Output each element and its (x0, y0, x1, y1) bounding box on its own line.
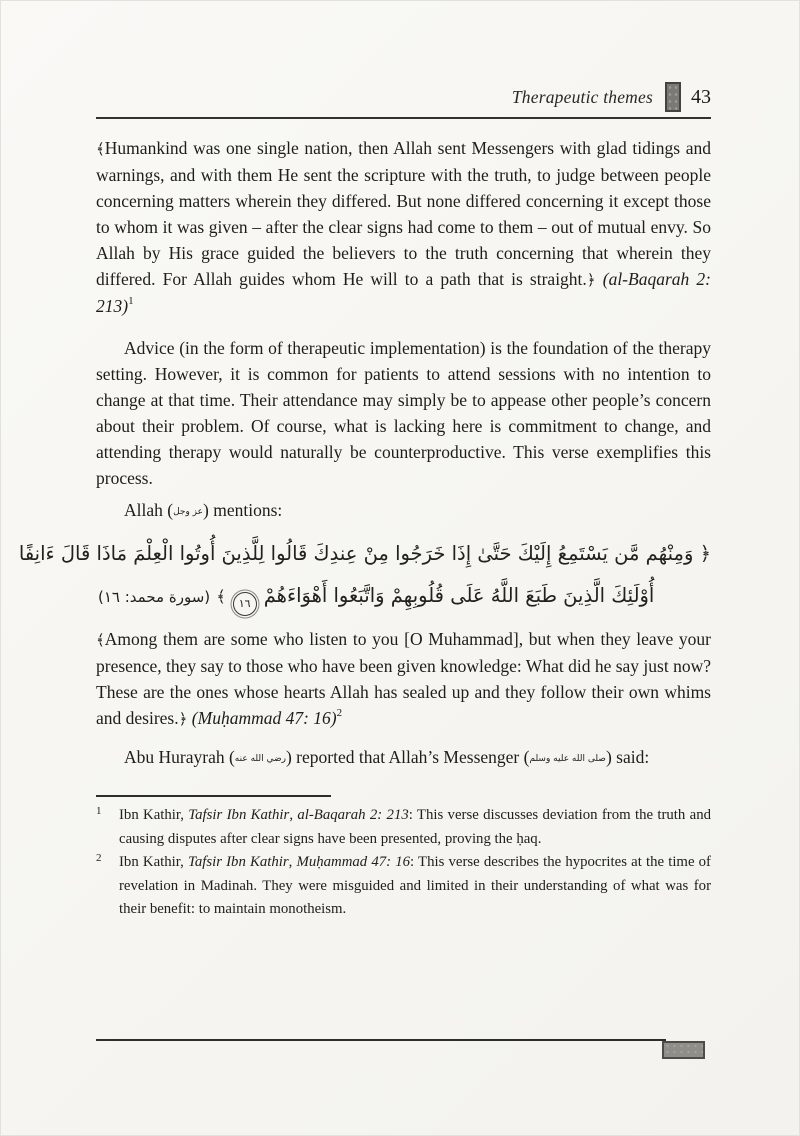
ayah-number-medallion-icon (233, 592, 257, 616)
quote-text: Among them are some who listen to you [O Muhammad], but when they leave your presence, they say to those who have been given knowledge: What did he say just now? These are the ones whose hearts Allah has sealed up and they follow their own whims and desires. (96, 629, 711, 728)
footnote-verse-ref: al-Baqarah 2: 213 (297, 807, 409, 823)
hadith-intro-part1: Abu Hurayrah ( (124, 747, 235, 767)
hadith-intro-part3: ) said: (605, 747, 650, 767)
page-number: 43 (691, 85, 711, 108)
quote-close-ornament-icon: ﴿ (586, 271, 596, 289)
footnote-text (119, 804, 711, 851)
page-header (96, 81, 711, 113)
quote-open-ornament-icon: ﴾ (96, 140, 105, 158)
arabic-verse-block (18, 533, 711, 618)
arabic-verse-line-2-text: أُوْلَئِكَ الَّذِينَ طَبَعَ اللَّهُ عَلَى قُلُوبِهِمْ وَاتَّبَعُوا أَهْوَاءَهُمْ (263, 584, 655, 607)
quote-open-ornament-icon: ﴾ (96, 631, 105, 649)
footnote-reference-1: 1 (128, 295, 134, 308)
quran-quote-baqarah (96, 135, 711, 319)
header-rule (96, 117, 711, 119)
footnote-commentary: : This verse describes the hypocrites at the time of revelation in Madinah. They were misguided and limited in their understanding of what was for their benefit: to maintain monotheism. (119, 854, 711, 917)
footnote-1 (96, 804, 711, 851)
footer-rule (96, 1039, 666, 1041)
verse-close-ornament-icon: ﴾ (216, 587, 226, 606)
running-head-title: Therapeutic themes (511, 86, 653, 107)
ayah-number: ١٦ (238, 597, 251, 610)
footer-ornament-box (662, 1041, 705, 1059)
footnote-author: Ibn Kathir, (119, 807, 189, 823)
footnote-separator: , (288, 854, 297, 870)
allah-mentions-line (96, 497, 711, 527)
footnote-separator-rule (96, 795, 331, 797)
footnote-2 (96, 851, 711, 922)
header-ornament-box (665, 82, 681, 112)
mentions-prefix: Allah ( (124, 500, 174, 520)
quran-quote-muhammad-translation (96, 626, 711, 732)
hadith-intro-line (96, 744, 711, 774)
footnote-number: 2 (96, 852, 102, 864)
footnote-separator: , (289, 807, 298, 823)
footnote-work-title: Tafsir Ibn Kathir (187, 854, 289, 870)
hadith-intro-part2: ) reported that Allah’s Messenger ( (285, 747, 530, 767)
quote-text: Humankind was one single nation, then Allah sent Messengers with glad tidings and warnings, and with them He sent the scripture with the truth, to judge between people concerning matters wherein they differed. But none differed concerning it except those to whom it was given – after the clear signs had come to them – out of mutual envy. So Allah by His grace guided the believers to the truth concerning that wherein they differed. For Allah guides whom He will to a path that is straight. (96, 138, 711, 289)
footnote-commentary: : This verse discusses deviation from the truth and causing disputes after clear signs have been presented, proving the ḥaq. (119, 807, 711, 847)
quote-citation: (Muḥammad 47: 16) (187, 708, 337, 728)
mentions-suffix: ) mentions: (203, 500, 283, 520)
footnote-text (119, 851, 711, 922)
quote-citation: (al-Baqarah 2: 213) (96, 269, 711, 316)
quote-close-ornament-icon: ﴿ (178, 710, 188, 728)
honorific-azza-wa-jall-icon: عز وجل (173, 507, 204, 517)
footnote-number: 1 (96, 805, 102, 817)
footnotes-section (96, 804, 711, 922)
footnote-reference-2: 2 (336, 707, 343, 720)
footnote-author: Ibn Kathir, (119, 854, 188, 870)
surah-reference: (سورة محمد: ١٦) (98, 588, 211, 606)
honorific-radiallahu-anhu-icon: رضي الله عنه (234, 754, 286, 764)
footnote-work-title: Tafsir Ibn Kathir (188, 807, 290, 823)
footnote-verse-ref: Muḥammad 47: 16 (296, 854, 411, 870)
paragraph-advice: Advice (in the form of therapeutic implementation) is the foundation of the therapy setting. However, it is common for patients to attend sessions with no intention to change at that time. Their attendance may simply be to appease other people’s concern about their problem. Of course, what is lacking here is commitment to change, and attending therapy would naturally be counterproductive. This verse exemplifies this process. (96, 338, 711, 488)
honorific-sallallahu-alayhi-wasallam-icon: صلى الله عليه وسلم (529, 754, 606, 764)
arabic-verse-line-1: ﴿ وَمِنْهُم مَّن يَسْتَمِعُ إِلَيْكَ حَتَّىٰ إِذَا خَرَجُوا مِنْ عِندِكَ قَالُوا لِلَّذِينَ أُوتُوا الْعِلْمَ مَاذَا قَالَ ءَانِفًا (18, 542, 711, 565)
arabic-verse-line-2 (96, 575, 711, 618)
